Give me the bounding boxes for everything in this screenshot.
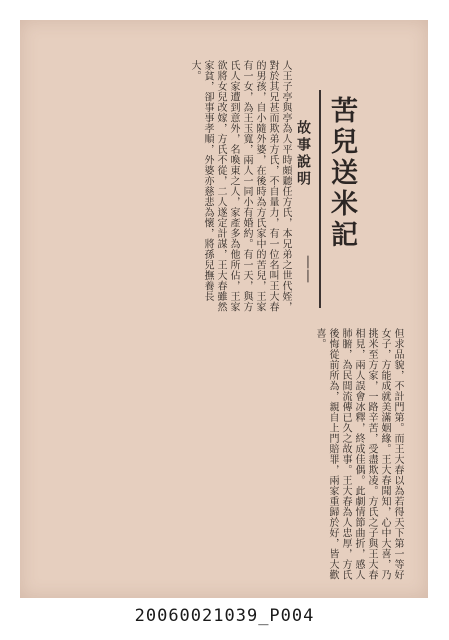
title-dash: —— [300,255,316,283]
image-caption: 20060021039_P004 [134,606,315,626]
document-subtitle: 故事說明 [295,120,311,188]
document-title: 苦兒送米記 [326,96,357,251]
top-paragraph: 人王子亭與亭為人平時頗聽任方氏，本兄弟之世代姪，對於其兄甚而欺弟方氏，不自量力，有一位名叫王大春的男孩，自小隨外婆，在後時為方氏家中的苦兒，王家有一女，為王玉寬，兩人一同小有婚約。有一天，與方氏人家遭到意外，名喚東之人，家產多為他所佔，王家欲將女兒改嫁，方氏不從，二人遂定計謀，王大春雖然家貧，卻事事孝順，外婆亦慈悲為懷，將孫兒撫養長大。 [189,60,291,312]
bottom-paragraph: 但求品貌，不計門第。而王大春以為若得天下第一等好女子，方能成就美滿姻緣。王大春聞知，心中大喜，乃挑米至方家，一路辛苦，受盡欺凌。方氏之子與王大春相見，兩人誤會冰釋，終成佳偶。此劇情節曲折，感人肺腑，為民間流傳已久之故事。王大春為人忠厚，方氏後悔從前所為，親自上門賠罪，兩家重歸於好，皆大歡喜。 [314,328,403,580]
